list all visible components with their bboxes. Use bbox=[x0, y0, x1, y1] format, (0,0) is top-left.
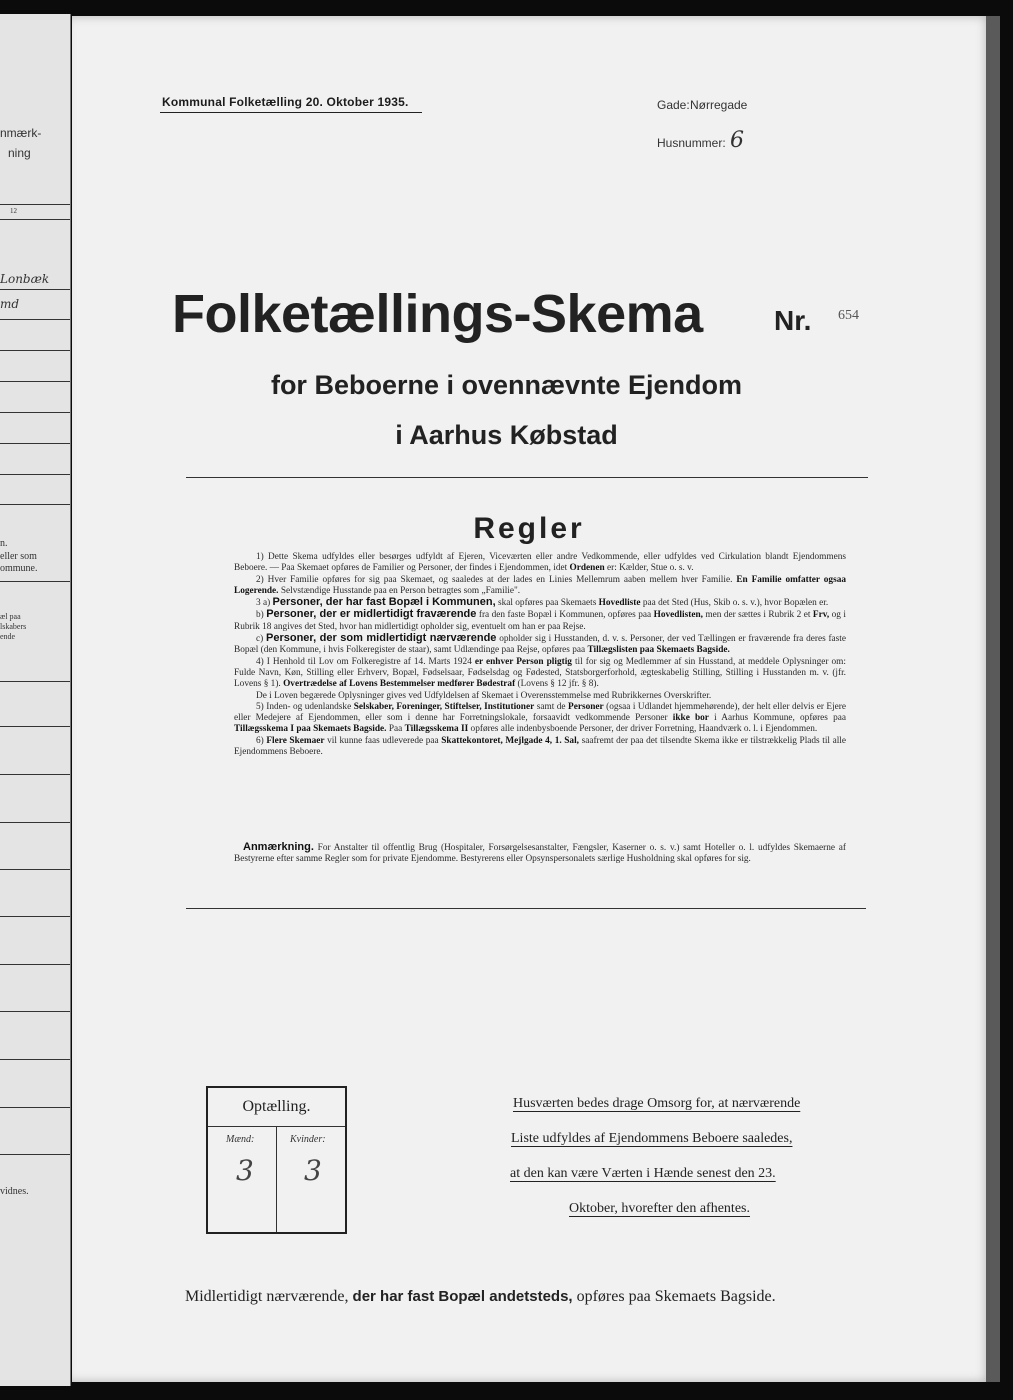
divider bbox=[186, 477, 868, 478]
left-page-text: ende bbox=[0, 632, 16, 641]
women-label: Kvinder: bbox=[290, 1134, 326, 1145]
left-page-text: ning bbox=[8, 146, 31, 160]
count-title: Optælling. bbox=[242, 1098, 311, 1115]
page-edge bbox=[986, 16, 1000, 1382]
women-count: 3 bbox=[304, 1154, 322, 1187]
rule-3b: b) Personer, der er midlertidigt fraværende fra den faste Bopæl i Kommunen, opføres paa Hovedlisten, men der sættes i Rubrik 2 et Frv, og i Rubrik 18 angives det Sted, hvor han midlertidigt opholder sig, eventuelt om han er paa Rejse. bbox=[234, 608, 846, 632]
divider bbox=[186, 908, 866, 909]
left-page-rule bbox=[0, 504, 70, 505]
house-number-label: Husnummer: bbox=[657, 136, 726, 150]
left-page-rule bbox=[0, 1059, 70, 1060]
left-page-rule bbox=[0, 774, 70, 775]
left-page-text: eller som bbox=[0, 551, 37, 562]
left-page-rule bbox=[0, 581, 70, 582]
left-page-handwriting: Lonbæk bbox=[0, 272, 50, 286]
men-label: Mænd: bbox=[226, 1134, 255, 1145]
notice-line: at den kan være Værten i Hænde senest den 23. bbox=[510, 1166, 776, 1181]
form-subtitle-location: i Aarhus Købstad bbox=[395, 420, 618, 450]
count-box bbox=[206, 1086, 347, 1234]
left-page-rule bbox=[0, 822, 70, 823]
rule-4: 4) I Henhold til Lov om Folkeregistre af 14. Marts 1924 er enhver Person pligtig til for sig og Medlemmer af sin Husstand, at meddele Oplysninger om: Fulde Navn, Køn, Stilling eller Erhverv, Bopæl, Fødselsaar, Fødselsdag og Fødested, Statsborgerforhold, ægteskabelig Stilling, Stilling i Husstanden m. v. (jfr. Lovens § 1). Overtrædelse af Lovens Bestemmelser medfører Bødestraf (Lovens § 12 jfr. § 8). bbox=[234, 656, 846, 690]
count-box-divider bbox=[276, 1126, 277, 1232]
left-page-rule bbox=[0, 869, 70, 870]
rule-3c: c) Personer, der som midlertidigt nærværende opholder sig i Husstanden, d. v. s. Personer, der ved Tællingen er fraværende fra deres faste Bopæl (den Kommune, i hvis Folkeregister de staar), samt Udlændinge paa Rejse, opføres paa Tillægslisten paa Skemaets Bagside. bbox=[234, 632, 847, 656]
left-page-handwriting: md bbox=[0, 297, 20, 311]
left-page-rule bbox=[0, 681, 70, 682]
notice-line: Husværten bedes drage Omsorg for, at nærværende bbox=[513, 1096, 801, 1111]
left-page-rule bbox=[0, 204, 70, 205]
footer-note: Midlertidigt nærværende, der har fast Bopæl andetsteds, opføres paa Skemaets Bagside. bbox=[185, 1288, 776, 1305]
left-page-text: vidnes. bbox=[0, 1186, 29, 1197]
remark-paragraph bbox=[234, 842, 846, 866]
form-title: Folketællings-Skema bbox=[172, 284, 703, 344]
left-page-rule bbox=[0, 1107, 70, 1108]
left-page-text: æl paa bbox=[0, 612, 21, 621]
left-page-rule bbox=[0, 412, 70, 413]
remark-heading: Anmærkning. bbox=[243, 841, 314, 853]
left-page-text: nmærk- bbox=[0, 126, 42, 140]
rule-6: 6) Flere Skemaer vil kunne faas udleverede paa Skattekontoret, Mejlgade 4, 1. Sal, saafremt der paa det tilsendte Skema ikke er tilstrækkelig Plads til alle Ejendommens Beboere. bbox=[234, 735, 847, 758]
left-page-rule bbox=[0, 319, 70, 320]
notice-line: Oktober, hvorefter den afhentes. bbox=[569, 1201, 750, 1216]
left-page-rule bbox=[0, 474, 70, 475]
left-page-strip bbox=[0, 14, 71, 1386]
rules-body bbox=[234, 552, 846, 758]
form-number-value: 654 bbox=[838, 308, 859, 323]
men-count: 3 bbox=[236, 1154, 254, 1187]
rule-1: 1) Dette Skema udfyldes eller besørges udfyldt af Ejeren, Viceværten eller andre Vedkommende, eller udfyldes ved Cirkulation blandt Ejendommens Beboere. — Paa Skemaet opføres de Familier og Personer, der findes i Ejendommen, idet Ordenen er: Kælder, Stue o. s. v. bbox=[234, 552, 846, 574]
left-page-rule bbox=[0, 916, 70, 917]
street-label: Gade: bbox=[657, 98, 690, 112]
left-page-rule bbox=[0, 1154, 70, 1155]
rule-5: 5) Inden- og udenlandske Selskaber, Foreninger, Stiftelser, Institutioner samt de Personer (ogsaa i Udlandet hjemmehørende), der helt eller delvis er Ejere eller Medejere af Ejendommen, eller som i denne har Forretningslokale, forsaavidt vedkommende Personer ikke bor i Aarhus Kommune, opføres paa Tillægsskema I paa Skemaets Bagside. Paa Tillægsskema II opføres alle indenbysboende Personer, der driver Forretning, Haandværk o. l. i Ejendommen. bbox=[234, 701, 847, 735]
left-page-rule bbox=[0, 726, 70, 727]
remark-text: For Anstalter til offentlig Brug (Hospitaler, Forsørgelsesanstalter, Fængsler, Kaserner o. s. v.) samt Hoteller o. l. udfyldes Skemaerne af Bestyrerne efter samme Regler som for private Ejendomme. Bestyrerens eller Opsynspersonalets særlige Husholdning skal opføres for sig. bbox=[234, 843, 847, 865]
left-page-text: lskabers bbox=[0, 622, 27, 631]
form-subtitle: for Beboerne i ovennævnte Ejendom bbox=[270, 370, 743, 400]
rule-3a: 3 a) Personer, der har fast Bopæl i Kommunen, skal opføres paa Skemaets Hovedliste paa det Sted (Hus, Skib o. s. v.), hvor Bopælen er. bbox=[256, 596, 829, 609]
left-page-rule bbox=[0, 289, 70, 290]
notice-line: Liste udfyldes af Ejendommens Beboere saaledes, bbox=[511, 1131, 793, 1146]
left-page-rule bbox=[0, 1011, 70, 1012]
left-page-text: n. bbox=[0, 538, 8, 549]
rule-4-note: De i Loven begærede Oplysninger gives ved Udfyldelsen af Skemaet i Overensstemmelse med Rubrikkernes Overskrifter. bbox=[256, 690, 712, 701]
left-page-text: ommune. bbox=[0, 563, 38, 574]
left-page-text: 12 bbox=[10, 207, 17, 215]
form-number-label: Nr. bbox=[774, 305, 812, 336]
left-page-rule bbox=[0, 219, 70, 220]
street-value: Nørregade bbox=[690, 98, 748, 112]
census-title-underline bbox=[160, 112, 422, 113]
left-page-rule bbox=[0, 350, 70, 351]
left-page-rule bbox=[0, 964, 70, 965]
house-number-value: 6 bbox=[730, 128, 744, 153]
rule-2: 2) Hver Familie opføres for sig paa Skemaet, og saaledes at der lades en Linies Mellemrum aaben mellem hver Familie. En Familie omfatter ogsaa Logerende. Selvstændige Husstande paa en Person betragtes som „Familie". bbox=[234, 574, 846, 596]
census-title: Kommunal Folketælling 20. Oktober 1935. bbox=[162, 95, 409, 109]
rules-heading: Regler bbox=[473, 512, 585, 545]
